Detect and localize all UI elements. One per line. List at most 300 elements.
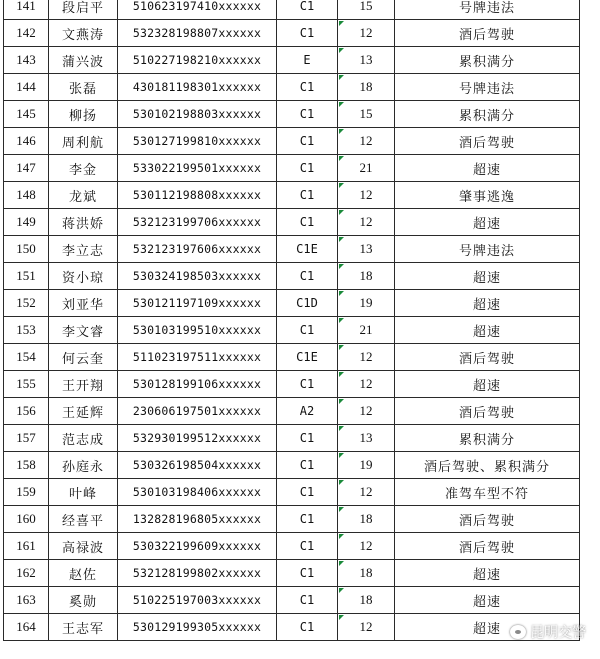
cell-license-class-text: C1 [299, 134, 315, 148]
table-row [4, 506, 580, 533]
cell-reason [395, 74, 580, 101]
table-row [4, 236, 580, 263]
cell-serial-number [4, 20, 49, 47]
cell-serial-number-text: 151 [16, 268, 36, 283]
cell-points [338, 398, 395, 425]
cell-license-class [277, 344, 338, 371]
cell-marker-icon [339, 588, 344, 593]
cell-serial-number-text: 164 [16, 619, 36, 634]
cell-serial-number [4, 371, 49, 398]
table-row [4, 290, 580, 317]
cell-points [338, 344, 395, 371]
cell-reason-text: 准驾车型不符 [444, 485, 529, 501]
cell-license-class-text: C1 [299, 188, 315, 202]
cell-id-number [118, 506, 277, 533]
cell-id-number [118, 317, 277, 344]
cell-serial-number-text: 156 [16, 403, 36, 418]
cell-reason-text: 酒后驾驶、累积满分 [423, 458, 550, 474]
cell-id-number-text: 510227198210xxxxxx [132, 53, 262, 67]
cell-points-text: 12 [359, 187, 373, 202]
cut-off-row [0, 655, 600, 659]
cell-reason-text: 超速 [472, 593, 501, 609]
cell-id-number [118, 182, 277, 209]
table-row [4, 371, 580, 398]
cell-name-text: 孙庭永 [61, 458, 104, 474]
wechat-icon [510, 625, 526, 639]
cell-name [49, 236, 118, 263]
table-row [4, 317, 580, 344]
cell-name [49, 101, 118, 128]
cell-points-text: 12 [359, 619, 373, 634]
cell-serial-number [4, 155, 49, 182]
cell-serial-number [4, 533, 49, 560]
cell-serial-number-text: 149 [16, 214, 36, 229]
cell-reason-text: 酒后驾驶 [458, 350, 515, 366]
cell-id-number-text: 530103199510xxxxxx [132, 323, 262, 337]
cell-serial-number-text: 144 [16, 79, 36, 94]
cell-id-number-text: 532128199802xxxxxx [132, 566, 262, 580]
cell-serial-number [4, 74, 49, 101]
cell-name [49, 209, 118, 236]
cell-name-text: 蒲兴波 [61, 53, 104, 69]
cell-id-number [118, 155, 277, 182]
cell-license-class-text: C1 [299, 566, 315, 580]
cell-reason-text: 号牌违法 [458, 0, 515, 15]
cell-license-class [277, 479, 338, 506]
cell-reason [395, 182, 580, 209]
cell-reason [395, 0, 580, 20]
cell-reason [395, 344, 580, 371]
cell-name [49, 128, 118, 155]
cell-name [49, 0, 118, 20]
cell-reason-text: 酒后驾驶 [458, 512, 515, 528]
cell-serial-number [4, 47, 49, 74]
cell-points [338, 317, 395, 344]
cell-serial-number-text: 154 [16, 349, 36, 364]
cell-name [49, 20, 118, 47]
cell-serial-number-text: 143 [16, 52, 36, 67]
cell-serial-number [4, 614, 49, 641]
cell-reason-text: 超速 [472, 296, 501, 312]
cell-points [338, 290, 395, 317]
cell-id-number [118, 20, 277, 47]
cell-reason [395, 20, 580, 47]
cell-reason-text: 超速 [472, 269, 501, 285]
cell-reason [395, 533, 580, 560]
cell-serial-number [4, 317, 49, 344]
cell-name-text: 李立志 [61, 242, 104, 258]
cell-id-number-text: 532123199706xxxxxx [132, 215, 262, 229]
cell-id-number-text: 530322199609xxxxxx [132, 539, 262, 553]
cell-name-text: 王开翔 [61, 377, 104, 393]
cell-name-text: 段启平 [61, 0, 104, 15]
cell-marker-icon [339, 21, 344, 26]
cell-serial-number-text: 141 [16, 0, 36, 13]
cell-reason-text: 超速 [472, 323, 501, 339]
table-row [4, 479, 580, 506]
cell-reason [395, 560, 580, 587]
cell-marker-icon [339, 480, 344, 485]
cell-points-text: 21 [359, 160, 373, 175]
cell-license-class [277, 533, 338, 560]
cell-license-class [277, 290, 338, 317]
cell-name [49, 533, 118, 560]
cell-serial-number-text: 148 [16, 187, 36, 202]
cell-name-text: 刘亚华 [61, 296, 104, 312]
cell-reason-text: 超速 [472, 215, 501, 231]
cell-id-number-text: 530129199305xxxxxx [132, 620, 262, 634]
cell-serial-number [4, 560, 49, 587]
cell-points-text: 18 [359, 268, 373, 283]
cell-serial-number [4, 479, 49, 506]
cell-id-number [118, 479, 277, 506]
cell-serial-number-text: 153 [16, 322, 36, 337]
cell-license-class-text: C1 [299, 269, 315, 283]
cell-id-number [118, 236, 277, 263]
cell-name-text: 龙斌 [68, 188, 97, 204]
cell-license-class-text: C1 [299, 485, 315, 499]
cell-name [49, 425, 118, 452]
table-row [4, 209, 580, 236]
table-row [4, 344, 580, 371]
cell-name-text: 叶峰 [68, 485, 97, 501]
cell-points-text: 15 [359, 0, 373, 13]
cell-points-text: 21 [359, 322, 373, 337]
cell-name-text: 柳扬 [68, 107, 97, 123]
cell-id-number [118, 290, 277, 317]
cell-license-class-text: C1 [299, 458, 315, 472]
cell-points-text: 12 [359, 403, 373, 418]
cell-id-number [118, 74, 277, 101]
cell-points-text: 12 [359, 133, 373, 148]
cell-points-text: 18 [359, 565, 373, 580]
cell-name-text: 何云奎 [61, 350, 104, 366]
cell-serial-number-text: 147 [16, 160, 36, 175]
cell-license-class-text: C1 [299, 431, 315, 445]
cell-marker-icon [339, 318, 344, 323]
cell-serial-number-text: 158 [16, 457, 36, 472]
cell-marker-icon [339, 615, 344, 620]
cell-serial-number-text: 145 [16, 106, 36, 121]
cell-points [338, 101, 395, 128]
cell-name [49, 182, 118, 209]
cell-reason-text: 累积满分 [458, 431, 515, 447]
table-row [4, 0, 580, 20]
cell-reason-text: 肇事逃逸 [458, 188, 515, 204]
cell-id-number [118, 128, 277, 155]
cell-points-text: 13 [359, 52, 373, 67]
cell-id-number-text: 132828196805xxxxxx [132, 512, 262, 526]
cell-name [49, 47, 118, 74]
cell-reason-text: 酒后驾驶 [458, 404, 515, 420]
cell-points-text: 13 [359, 430, 373, 445]
cell-reason [395, 506, 580, 533]
cell-id-number-text: 532328198807xxxxxx [132, 26, 262, 40]
cell-reason [395, 317, 580, 344]
cell-id-number-text: 230606197501xxxxxx [132, 404, 262, 418]
cell-name [49, 74, 118, 101]
cell-name-text: 高禄波 [61, 539, 104, 555]
table-row [4, 614, 580, 641]
cell-marker-icon [339, 561, 344, 566]
cell-marker-icon [339, 534, 344, 539]
cell-serial-number [4, 425, 49, 452]
data-table [3, 0, 580, 641]
cell-marker-icon [339, 48, 344, 53]
cell-reason [395, 209, 580, 236]
cell-serial-number-text: 155 [16, 376, 36, 391]
cell-serial-number-text: 146 [16, 133, 36, 148]
cell-id-number [118, 560, 277, 587]
cell-points-text: 12 [359, 349, 373, 364]
cell-license-class [277, 101, 338, 128]
table-row [4, 128, 580, 155]
cell-license-class [277, 317, 338, 344]
cell-points-text: 19 [359, 457, 373, 472]
cell-points [338, 587, 395, 614]
cell-serial-number [4, 452, 49, 479]
cell-reason [395, 587, 580, 614]
cell-name-text: 周利航 [61, 134, 104, 150]
watermark [510, 622, 586, 642]
cell-license-class [277, 236, 338, 263]
cell-reason-text: 超速 [472, 620, 501, 636]
cell-reason-text: 超速 [472, 161, 501, 177]
cell-points-text: 18 [359, 511, 373, 526]
cell-marker-icon [339, 264, 344, 269]
cell-serial-number-text: 152 [16, 295, 36, 310]
table-row [4, 20, 580, 47]
cell-reason [395, 371, 580, 398]
cell-points [338, 236, 395, 263]
cell-license-class-text: C1 [299, 26, 315, 40]
cell-license-class-text: C1 [299, 161, 315, 175]
cell-reason-text: 号牌违法 [458, 80, 515, 96]
cell-license-class [277, 398, 338, 425]
cell-points [338, 155, 395, 182]
cell-name-text: 蒋洪娇 [61, 215, 104, 231]
cell-reason-text: 累积满分 [458, 53, 515, 69]
cell-license-class [277, 371, 338, 398]
cell-marker-icon [339, 237, 344, 242]
cell-serial-number [4, 209, 49, 236]
cell-id-number [118, 614, 277, 641]
cell-license-class-text: C1 [299, 512, 315, 526]
cell-marker-icon [339, 156, 344, 161]
cell-id-number-text: 510225197003xxxxxx [132, 593, 262, 607]
cell-points-text: 18 [359, 79, 373, 94]
cell-marker-icon [339, 75, 344, 80]
cell-license-class [277, 182, 338, 209]
cell-license-class [277, 209, 338, 236]
cell-serial-number [4, 587, 49, 614]
cell-points [338, 128, 395, 155]
cell-serial-number-text: 142 [16, 25, 36, 40]
cell-name [49, 398, 118, 425]
cell-reason-text: 超速 [472, 566, 501, 582]
table-row [4, 101, 580, 128]
cell-serial-number-text: 160 [16, 511, 36, 526]
cell-points [338, 209, 395, 236]
cell-serial-number [4, 182, 49, 209]
cell-marker-icon [339, 210, 344, 215]
cell-points [338, 0, 395, 20]
cell-id-number-text: 510623197410xxxxxx [132, 0, 262, 13]
cell-id-number-text: 532930199512xxxxxx [132, 431, 262, 445]
cell-points [338, 263, 395, 290]
cell-license-class [277, 560, 338, 587]
cell-serial-number [4, 236, 49, 263]
cell-id-number [118, 0, 277, 20]
cell-name-text: 文燕涛 [61, 26, 104, 42]
cell-marker-icon [339, 345, 344, 350]
cell-license-class-text: C1E [296, 350, 318, 364]
cell-points-text: 12 [359, 214, 373, 229]
cell-id-number-text: 530324198503xxxxxx [132, 269, 262, 283]
cell-points [338, 533, 395, 560]
cell-name-text: 赵佐 [68, 566, 97, 582]
cell-name-text: 李金 [68, 161, 97, 177]
cell-id-number [118, 425, 277, 452]
cell-name-text: 王延辉 [61, 404, 104, 420]
cell-points [338, 479, 395, 506]
cell-license-class [277, 47, 338, 74]
cell-marker-icon [339, 372, 344, 377]
cell-license-class-text: A2 [299, 404, 315, 418]
cell-license-class [277, 425, 338, 452]
cell-license-class-text: C1 [299, 80, 315, 94]
table-row [4, 74, 580, 101]
cell-points [338, 47, 395, 74]
cell-serial-number-text: 161 [16, 538, 36, 553]
cell-id-number [118, 398, 277, 425]
cell-serial-number [4, 0, 49, 20]
cell-license-class [277, 587, 338, 614]
cell-id-number-text: 530326198504xxxxxx [132, 458, 262, 472]
cell-license-class-text: E [303, 53, 311, 67]
cell-marker-icon [339, 453, 344, 458]
cell-id-number-text: 530112198808xxxxxx [132, 188, 262, 202]
cell-id-number-text: 530128199106xxxxxx [132, 377, 262, 391]
cell-id-number-text: 530103198406xxxxxx [132, 485, 262, 499]
cell-id-number-text: 430181198301xxxxxx [132, 80, 262, 94]
table-row [4, 533, 580, 560]
cell-license-class-text: C1 [299, 0, 315, 13]
cell-license-class [277, 263, 338, 290]
cell-reason-text: 超速 [472, 377, 501, 393]
cell-license-class [277, 155, 338, 182]
cell-serial-number [4, 344, 49, 371]
cell-serial-number [4, 263, 49, 290]
cell-reason [395, 47, 580, 74]
cell-reason [395, 128, 580, 155]
cell-license-class-text: C1 [299, 593, 315, 607]
cell-points-text: 19 [359, 295, 373, 310]
table-body [4, 0, 580, 641]
cell-license-class [277, 74, 338, 101]
cell-marker-icon [339, 399, 344, 404]
cell-id-number [118, 263, 277, 290]
cell-points-text: 12 [359, 538, 373, 553]
table-row [4, 560, 580, 587]
cell-id-number-text: 530127199810xxxxxx [132, 134, 262, 148]
cell-license-class-text: C1 [299, 215, 315, 229]
cell-license-class [277, 0, 338, 20]
cell-license-class-text: C1D [296, 296, 318, 310]
cell-name [49, 344, 118, 371]
cell-points [338, 74, 395, 101]
cell-marker-icon [339, 102, 344, 107]
cell-name-text: 张磊 [68, 80, 97, 96]
cell-id-number-text: 533022199501xxxxxx [132, 161, 262, 175]
cell-license-class-text: C1 [299, 107, 315, 121]
cell-serial-number-text: 150 [16, 241, 36, 256]
cell-serial-number-text: 162 [16, 565, 36, 580]
cell-name-text: 经喜平 [61, 512, 104, 528]
cell-points [338, 614, 395, 641]
table-row [4, 452, 580, 479]
cell-name [49, 452, 118, 479]
cell-serial-number-text: 163 [16, 592, 36, 607]
cell-reason [395, 425, 580, 452]
cell-id-number [118, 47, 277, 74]
cell-name [49, 263, 118, 290]
cell-reason-text: 酒后驾驶 [458, 26, 515, 42]
cell-name-text: 王志军 [61, 620, 104, 636]
cell-reason [395, 452, 580, 479]
cell-name [49, 371, 118, 398]
cell-name [49, 560, 118, 587]
cell-reason-text: 酒后驾驶 [458, 134, 515, 150]
cell-name [49, 479, 118, 506]
cell-id-number [118, 533, 277, 560]
cell-license-class [277, 614, 338, 641]
cell-id-number [118, 452, 277, 479]
cell-marker-icon [339, 507, 344, 512]
cell-license-class [277, 20, 338, 47]
cell-id-number [118, 587, 277, 614]
cell-marker-icon [339, 426, 344, 431]
cell-id-number-text: 532123197606xxxxxx [132, 242, 262, 256]
cell-id-number [118, 371, 277, 398]
cell-points-text: 15 [359, 106, 373, 121]
cell-reason-text: 累积满分 [458, 107, 515, 123]
cell-reason [395, 479, 580, 506]
cell-points-text: 12 [359, 376, 373, 391]
cell-points-text: 12 [359, 484, 373, 499]
cell-id-number [118, 344, 277, 371]
cell-marker-icon [339, 291, 344, 296]
cell-serial-number-text: 159 [16, 484, 36, 499]
table-row [4, 425, 580, 452]
cell-name [49, 614, 118, 641]
cell-id-number-text: 530102198803xxxxxx [132, 107, 262, 121]
watermark-text: 昆明交警 [530, 625, 586, 641]
cell-name [49, 155, 118, 182]
cell-points-text: 18 [359, 592, 373, 607]
cell-points [338, 452, 395, 479]
cell-name [49, 506, 118, 533]
cell-name [49, 317, 118, 344]
cell-license-class-text: C1 [299, 377, 315, 391]
cell-points-text: 13 [359, 241, 373, 256]
cell-points [338, 20, 395, 47]
cell-reason [395, 263, 580, 290]
cell-id-number-text: 530121197109xxxxxx [132, 296, 262, 310]
cell-reason-text: 酒后驾驶 [458, 539, 515, 555]
cell-name-text: 范志成 [61, 431, 104, 447]
cell-name-text: 李文睿 [61, 323, 104, 339]
